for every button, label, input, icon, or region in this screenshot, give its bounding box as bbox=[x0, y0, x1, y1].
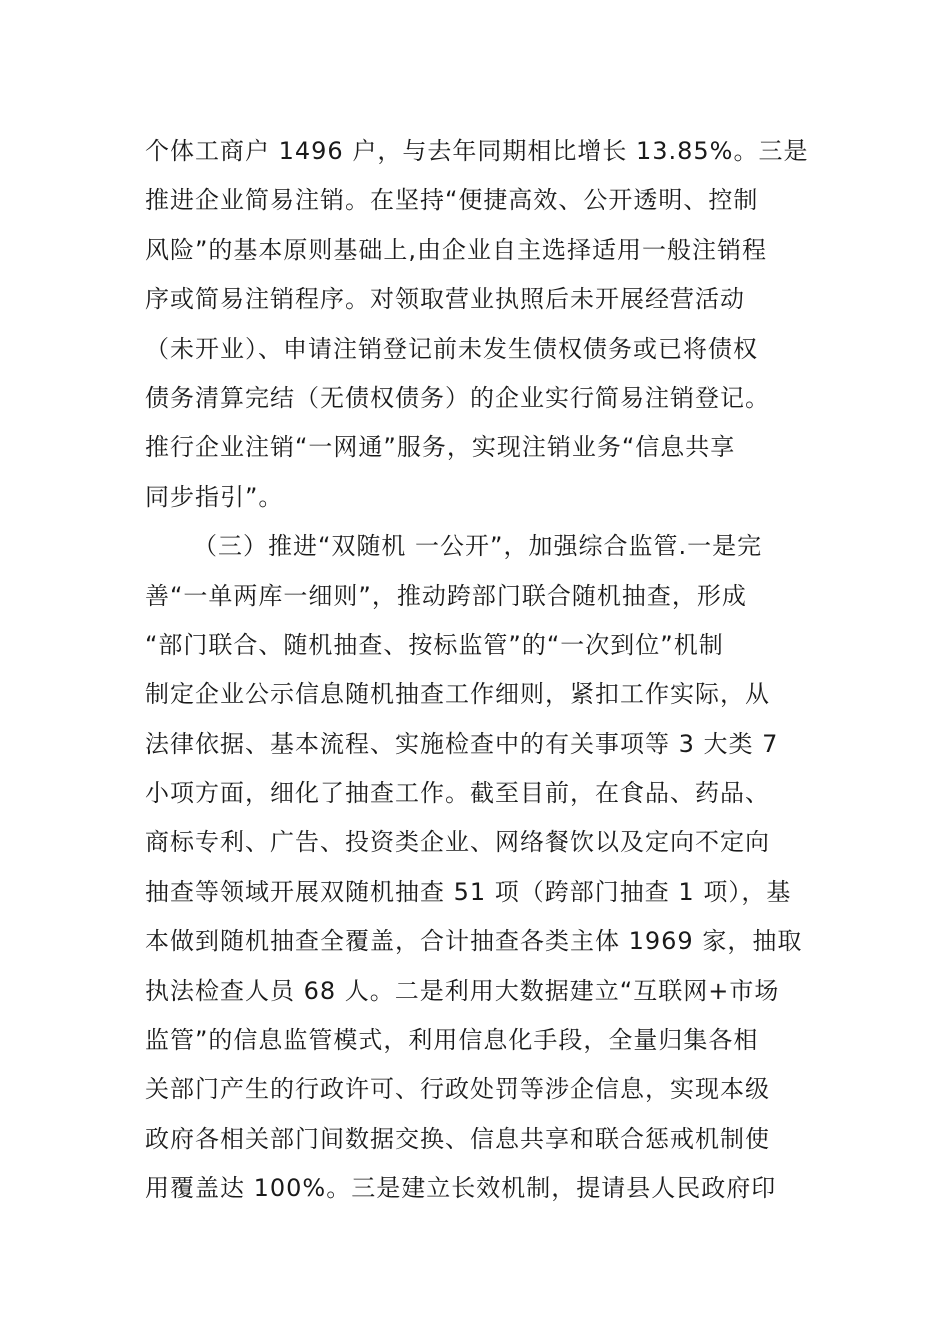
text-line: 政府各相关部门间数据交换、信息共享和联合惩戒机制使 bbox=[145, 1124, 770, 1153]
text-line: 小项方面，细化了抽查工作。截至目前，在食品、药品、 bbox=[145, 779, 770, 808]
text-line: 监管”的信息监管模式，利用信息化手段，全量归集各相 bbox=[145, 1026, 759, 1055]
text-line: 序或简易注销程序。对领取营业执照后未开展经营活动 bbox=[145, 285, 745, 314]
text-line: 本做到随机抽查全覆盖，合计抽查各类主体 1969 家，抽取 bbox=[145, 927, 803, 956]
text-line: 商标专利、广告、投资类企业、网络餐饮以及定向不定向 bbox=[145, 828, 770, 857]
text-line: 制定企业公示信息随机抽查工作细则，紧扣工作实际，从 bbox=[145, 680, 770, 709]
text-line: 善“一单两库一细则”，推动跨部门联合随机抽查，形成 bbox=[145, 581, 747, 610]
body-text bbox=[145, 127, 815, 1214]
text-line: 个体工商户 1496 户，与去年同期相比增长 13.85%。三是 bbox=[145, 137, 809, 165]
text-line: （未开业）、申请注销登记前未发生债权债务或已将债权 bbox=[145, 334, 758, 363]
text-line: 用覆盖达 100%。三是建立长效机制，提请县人民政府印 bbox=[145, 1174, 777, 1203]
text-line: 法律依据、基本流程、实施检查中的有关事项等 3 大类 7 bbox=[145, 729, 779, 758]
text-line: 推进企业简易注销。在坚持“便捷高效、公开透明、控制 bbox=[145, 186, 759, 215]
text-line: 推行企业注销“一网通”服务，实现注销业务“信息共享 bbox=[145, 433, 736, 462]
text-line: 关部门产生的行政许可、行政处罚等涉企信息，实现本级 bbox=[145, 1075, 770, 1104]
text-line: “部门联合、随机抽查、按标监管”的“一次到位”机制 bbox=[145, 630, 724, 659]
text-line: 同步指引”。 bbox=[145, 482, 284, 511]
text-line: 风险”的基本原则基础上,由企业自主选择适用一般注销程 bbox=[145, 235, 768, 264]
section-heading-line: （三）推进“双随机 一公开”，加强综合监管.一是完 bbox=[193, 532, 763, 561]
text-line: 执法检查人员 68 人。二是利用大数据建立“互联网+市场 bbox=[145, 976, 780, 1005]
text-line: 抽查等领域开展双随机抽查 51 项（跨部门抽查 1 项），基 bbox=[145, 877, 792, 906]
text-line: 债务清算完结（无债权债务）的企业实行简易注销登记。 bbox=[145, 383, 770, 412]
